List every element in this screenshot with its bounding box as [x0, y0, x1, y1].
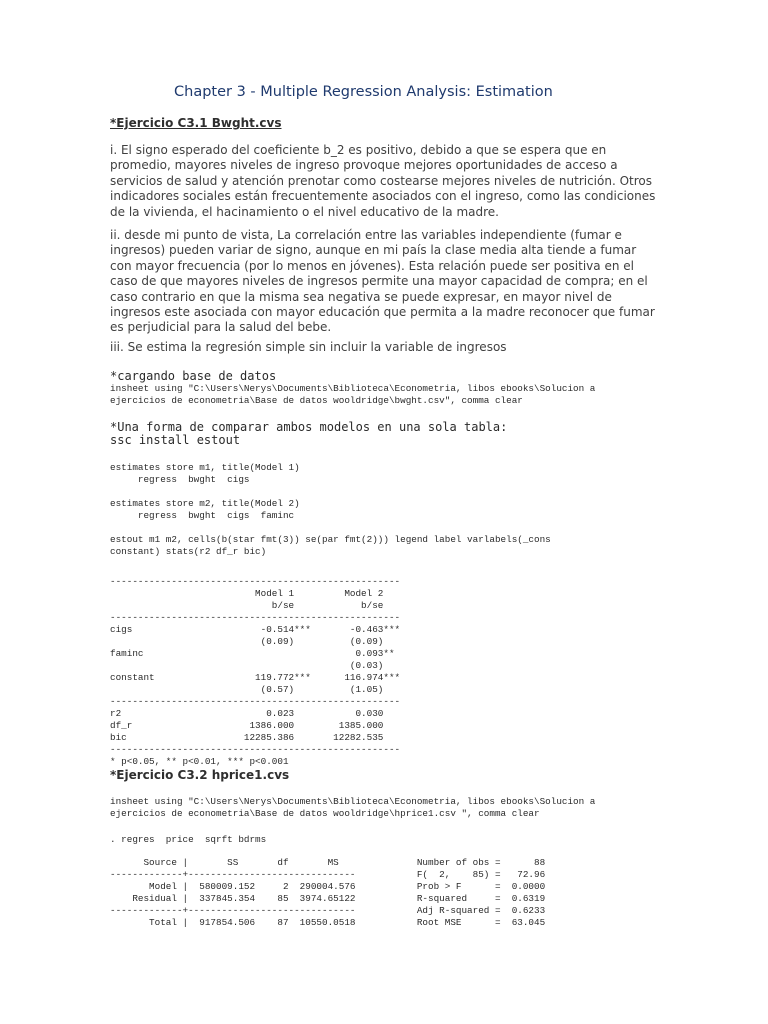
exercise-c3-2-title: *Ejercicio C3.2 hprice1.cvs	[110, 768, 290, 782]
comment-load-data: *cargando base de datos	[110, 369, 277, 383]
exercise-c3-1-title: *Ejercicio C3.1 Bwght.cvs	[110, 116, 282, 130]
estimates-store-m1: estimates store m1, title(Model 1) regress bwght cigs	[110, 462, 300, 485]
comment-compare-models: *Una forma de comparar ambos modelos en una sola tabla:	[110, 420, 508, 434]
paragraph-iii: iii. Se estima la regresión simple sin incluir la variable de ingresos	[110, 340, 507, 354]
anova-results-table: Source | SS df MS Number of obs = 88 -------------+------------------------------ F( 2, 85) = 72.96 Model | 580009.152 2 290004.576 Prob > F = 0.0000 Residual | 337845.354 85 3974.65122 R-squared = 0.6319 -------------+------------------------------ Adj R-squared = 0.6233 Total | 917854.506 87 10550.0518 Root MSE = 63.045	[110, 857, 546, 928]
estimates-store-m2: estimates store m2, title(Model 2) regress bwght cigs faminc	[110, 498, 300, 521]
insheet-command-hprice: insheet using "C:\Users\Nerys\Documents\Biblioteca\Econometria, libos ebooks\Solucion a ejercicios de econometria\Base de datos wooldridge\hprice1.csv ", comma clear	[110, 796, 596, 819]
regress-command: . regres price sqrft bdrms	[110, 834, 267, 845]
insheet-command-bwght: insheet using "C:\Users\Nerys\Documents\Biblioteca\Econometria, libos ebooks\Solucion a ejercicios de econometria\Base de datos wooldridge\bwght.csv", comma clear	[110, 383, 596, 406]
estout-command: estout m1 m2, cells(b(star fmt(3)) se(par fmt(2))) legend label varlabels(_cons constant) stats(r2 df_r bic)	[110, 534, 551, 557]
paragraph-ii: ii. desde mi punto de vista, La correlación entre las variables independiente (fumar e ingresos) pueden variar de signo, aunque en mi país la clase media alta tiende a fumar con mayor frecuencia (por lo menos en jóvenes). Esta relación puede ser positiva en el caso de que mayores niveles de ingresos permite una mayor capacidad de compra; en el caso contrario en que la misma sea negativa se puede expresar, en mayor nivel de ingresos este asociada con mayor educación que permita a la madre reconocer que fumar es perjudicial para la salud del bebe.	[110, 228, 655, 335]
ssc-install-command: ssc install estout	[110, 433, 241, 447]
chapter-title: Chapter 3 - Multiple Regression Analysis: Estimation	[174, 84, 553, 100]
estout-results-table: ---------------------------------------------------- Model 1 Model 2 b/se b/se ---------------------------------------------------- cigs -0.514*** -0.463*** (0.09) (0.09) faminc 0.093** (0.03) constant 119.772*** 116.974*** (0.57) (1.05) ---------------------------------------------------- r2 0.023 0.030 df_r 1386.000 1385.000 bic 12285.386 12282.535 ---------------------------------------------------- * p<0.05, ** p<0.01, *** p<0.001	[110, 576, 401, 767]
paragraph-i: i. El signo esperado del coeficiente b_2 es positivo, debido a que se espera que en promedio, mayores niveles de ingreso provoque mejores oportunidades de acceso a servicios de salud y atención prenotar como costearse mejores niveles de nutrición. Otros indicadores sociales están frecuentemente asociados con el ingreso, como las condiciones de la vivienda, el hacinamiento o el nivel educativo de la madre.	[110, 143, 656, 219]
